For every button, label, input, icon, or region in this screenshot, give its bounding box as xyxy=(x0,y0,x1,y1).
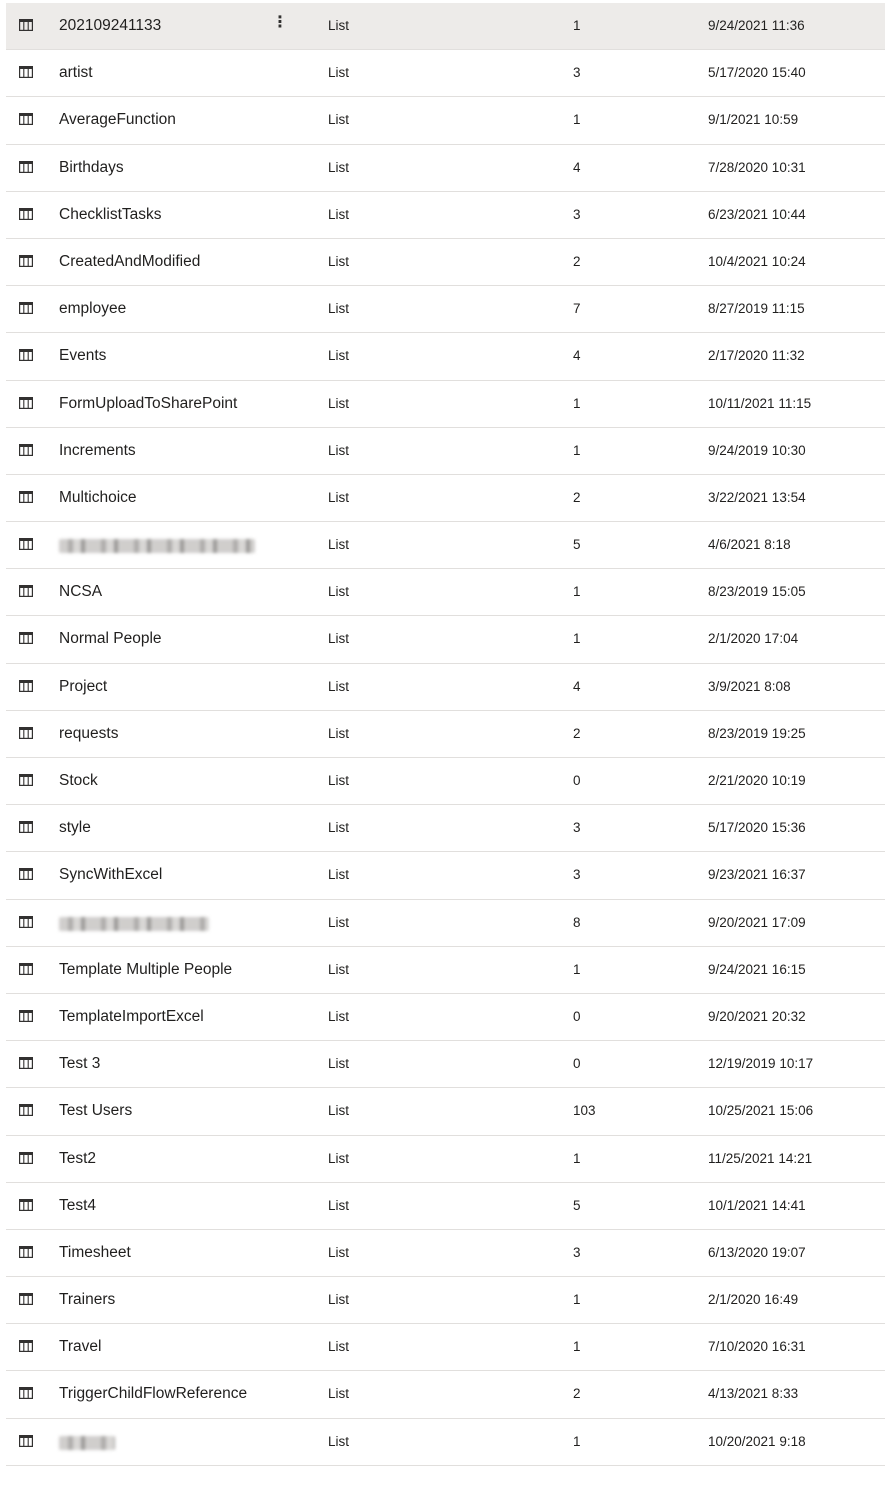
table-icon xyxy=(19,1246,33,1258)
modified-date: 5/17/2020 15:36 xyxy=(708,820,806,836)
list-type: List xyxy=(328,537,350,553)
modified-date: 9/24/2021 11:36 xyxy=(708,18,805,33)
list-type: List xyxy=(328,867,350,883)
modified-date: 4/6/2021 8:18 xyxy=(708,537,791,553)
table-icon xyxy=(19,1104,33,1116)
list-type: List xyxy=(328,112,350,128)
list-name-link[interactable]: Test4 xyxy=(59,1196,97,1214)
table-icon xyxy=(19,66,33,78)
table-icon xyxy=(19,491,33,503)
table-icon xyxy=(19,1199,33,1211)
modified-date: 9/20/2021 17:09 xyxy=(708,914,806,930)
modified-date: 10/25/2021 15:06 xyxy=(708,1103,814,1119)
table-row[interactable] xyxy=(6,616,885,663)
table-icon xyxy=(19,255,33,267)
table-row[interactable] xyxy=(6,145,885,192)
list-type: List xyxy=(328,489,350,505)
item-count: 1 xyxy=(573,631,581,647)
modified-date: 6/23/2021 10:44 xyxy=(708,206,806,222)
list-name-link[interactable]: NCSA xyxy=(59,583,103,601)
modified-date: 8/23/2019 15:05 xyxy=(708,584,806,600)
item-count: 0 xyxy=(573,1008,581,1024)
list-type: List xyxy=(328,65,350,81)
list-type: List xyxy=(328,301,350,317)
table-icon xyxy=(19,1293,33,1305)
table-icon xyxy=(19,208,33,220)
list-name-link[interactable]: Events xyxy=(59,347,107,365)
item-count: 3 xyxy=(573,820,581,836)
table-icon xyxy=(19,1340,33,1352)
table-row[interactable] xyxy=(6,1277,885,1324)
more-options-icon[interactable]: ⋮ xyxy=(272,14,288,31)
list-name-link[interactable]: Test Users xyxy=(59,1102,133,1120)
list-name-link[interactable]: requests xyxy=(59,724,119,742)
table-row[interactable] xyxy=(6,522,885,569)
redacted-list-name[interactable] xyxy=(59,539,255,553)
modified-date: 2/21/2020 10:19 xyxy=(708,773,806,788)
modified-date: 2/17/2020 11:32 xyxy=(708,348,805,364)
table-row[interactable] xyxy=(6,3,885,50)
table-icon xyxy=(19,19,33,31)
item-count: 1 xyxy=(573,961,581,977)
modified-date: 7/10/2020 16:31 xyxy=(708,1339,806,1355)
list-type: List xyxy=(328,631,350,647)
modified-date: 8/23/2019 19:25 xyxy=(708,725,806,741)
table-icon xyxy=(19,161,33,173)
modified-date: 9/24/2021 16:15 xyxy=(708,961,806,977)
blurred-text xyxy=(59,917,209,931)
list-type: List xyxy=(328,1433,350,1449)
list-name-link[interactable]: Template Multiple People xyxy=(59,960,233,978)
list-name-link[interactable]: CreatedAndModified xyxy=(59,252,201,270)
table-row[interactable] xyxy=(6,1371,885,1418)
table-icon xyxy=(19,349,33,361)
modified-date: 8/27/2019 11:15 xyxy=(708,301,805,317)
list-type: List xyxy=(328,820,350,836)
list-name-link[interactable]: SyncWithExcel xyxy=(59,866,163,884)
table-icon xyxy=(19,774,33,786)
item-count: 3 xyxy=(573,65,581,81)
item-count: 2 xyxy=(573,253,581,269)
table-icon xyxy=(19,868,33,880)
table-row[interactable] xyxy=(6,1136,885,1183)
modified-date: 9/23/2021 16:37 xyxy=(708,867,806,883)
table-icon xyxy=(19,1435,33,1447)
table-row[interactable] xyxy=(6,50,885,97)
table-row[interactable] xyxy=(6,97,885,144)
list-name-link[interactable]: Travel xyxy=(59,1338,102,1356)
table-row[interactable] xyxy=(6,286,885,333)
list-name-link[interactable]: TemplateImportExcel xyxy=(59,1007,204,1025)
list-type: List xyxy=(328,253,350,269)
item-count: 5 xyxy=(573,1197,581,1213)
item-count: 0 xyxy=(573,773,581,788)
table-row[interactable] xyxy=(6,428,885,475)
table-row[interactable] xyxy=(6,333,885,380)
item-count: 4 xyxy=(573,159,581,175)
table-row[interactable] xyxy=(6,381,885,428)
list-type: List xyxy=(328,1008,350,1024)
list-type: List xyxy=(328,914,350,930)
list-type: List xyxy=(328,442,350,458)
list-type: List xyxy=(328,1103,350,1119)
item-count: 103 xyxy=(573,1103,596,1119)
blurred-text xyxy=(59,1436,115,1450)
list-name-link[interactable]: Test 3 xyxy=(59,1055,101,1073)
item-count: 1 xyxy=(573,395,581,411)
blurred-text xyxy=(59,539,255,553)
modified-date: 3/22/2021 13:54 xyxy=(708,489,806,505)
list-type: List xyxy=(328,18,350,33)
list-type: List xyxy=(328,584,350,600)
list-name-link[interactable]: Trainers xyxy=(59,1291,116,1309)
table-row[interactable] xyxy=(6,192,885,239)
table-row[interactable] xyxy=(6,239,885,286)
item-count: 7 xyxy=(573,301,581,317)
list-name-link[interactable]: Test2 xyxy=(59,1149,97,1167)
table-row[interactable] xyxy=(6,1230,885,1277)
table-icon xyxy=(19,1387,33,1399)
list-name-link[interactable]: Stock xyxy=(59,772,98,789)
list-name-link[interactable]: Project xyxy=(59,677,108,695)
table-icon xyxy=(19,1010,33,1022)
list-type: List xyxy=(328,348,350,364)
modified-date: 10/1/2021 14:41 xyxy=(708,1197,806,1213)
list-type: List xyxy=(328,1292,350,1308)
modified-date: 4/13/2021 8:33 xyxy=(708,1386,799,1402)
modified-date: 6/13/2020 19:07 xyxy=(708,1244,806,1260)
list-name-link[interactable]: Increments xyxy=(59,441,136,459)
table-icon xyxy=(19,727,33,739)
list-name-link[interactable]: Normal People xyxy=(59,630,162,648)
item-count: 0 xyxy=(573,1056,581,1072)
item-count: 2 xyxy=(573,489,581,505)
table-row[interactable] xyxy=(6,711,885,758)
list-type: List xyxy=(328,1197,350,1213)
table-row[interactable] xyxy=(6,1088,885,1135)
redacted-list-name[interactable] xyxy=(59,917,209,931)
item-count: 1 xyxy=(573,18,581,33)
modified-date: 7/28/2020 10:31 xyxy=(708,159,806,175)
list-type: List xyxy=(328,1386,350,1402)
list-name-link[interactable]: artist xyxy=(59,64,93,82)
table-icon xyxy=(19,397,33,409)
table-icon xyxy=(19,538,33,550)
item-count: 4 xyxy=(573,348,581,364)
modified-date: 10/20/2021 9:18 xyxy=(708,1433,806,1449)
item-count: 2 xyxy=(573,1386,581,1402)
table-row[interactable] xyxy=(6,758,885,805)
list-type: List xyxy=(328,206,350,222)
list-name-link[interactable]: Multichoice xyxy=(59,488,137,506)
list-type: List xyxy=(328,678,350,694)
modified-date: 9/24/2019 10:30 xyxy=(708,442,806,458)
item-count: 3 xyxy=(573,867,581,883)
modified-date: 10/4/2021 10:24 xyxy=(708,253,806,269)
list-type: List xyxy=(328,1150,350,1166)
list-name-link[interactable]: TriggerChildFlowReference xyxy=(59,1385,248,1403)
modified-date: 2/1/2020 17:04 xyxy=(708,631,799,647)
list-name-link[interactable]: Timesheet xyxy=(59,1243,131,1261)
table-icon xyxy=(19,963,33,975)
table-icon xyxy=(19,821,33,833)
modified-date: 3/9/2021 8:08 xyxy=(708,678,791,694)
list-type: List xyxy=(328,725,350,741)
item-count: 8 xyxy=(573,914,581,930)
table-icon xyxy=(19,113,33,125)
table-row[interactable] xyxy=(6,664,885,711)
item-count: 3 xyxy=(573,1244,581,1260)
list-type: List xyxy=(328,1244,350,1260)
table-row[interactable] xyxy=(6,1183,885,1230)
list-type: List xyxy=(328,961,350,977)
item-count: 2 xyxy=(573,725,581,741)
item-count: 4 xyxy=(573,678,581,694)
item-count: 1 xyxy=(573,1150,581,1166)
list-name-link[interactable]: ChecklistTasks xyxy=(59,205,162,223)
list-name-link[interactable]: AverageFunction xyxy=(59,111,176,129)
table-row[interactable] xyxy=(6,994,885,1041)
modified-date: 2/1/2020 16:49 xyxy=(708,1292,799,1308)
modified-date: 5/17/2020 15:40 xyxy=(708,65,806,81)
table-row[interactable] xyxy=(6,805,885,852)
list-type: List xyxy=(328,159,350,175)
list-type: List xyxy=(328,773,350,788)
list-name-link[interactable]: style xyxy=(59,819,91,837)
list-name-link[interactable]: Birthdays xyxy=(59,158,124,176)
table-row[interactable] xyxy=(6,1041,885,1088)
item-count: 1 xyxy=(573,584,581,600)
modified-date: 11/25/2021 14:21 xyxy=(708,1150,813,1166)
table-row[interactable] xyxy=(6,1419,885,1466)
table-icon xyxy=(19,632,33,644)
item-count: 5 xyxy=(573,537,581,553)
table-icon xyxy=(19,916,33,928)
item-count: 1 xyxy=(573,1292,581,1308)
modified-date: 9/20/2021 20:32 xyxy=(708,1008,806,1024)
table-icon xyxy=(19,585,33,597)
table-row[interactable] xyxy=(6,1324,885,1371)
redacted-list-name[interactable] xyxy=(59,1436,115,1450)
item-count: 1 xyxy=(573,112,581,128)
modified-date: 10/11/2021 11:15 xyxy=(708,395,812,411)
list-type: List xyxy=(328,395,350,411)
table-icon xyxy=(19,444,33,456)
modified-date: 9/1/2021 10:59 xyxy=(708,112,799,128)
lists-table xyxy=(6,3,885,1466)
table-icon xyxy=(19,1152,33,1164)
list-name-link[interactable]: employee xyxy=(59,300,127,318)
table-row[interactable] xyxy=(6,900,885,947)
item-count: 1 xyxy=(573,442,581,458)
item-count: 1 xyxy=(573,1433,581,1449)
modified-date: 12/19/2019 10:17 xyxy=(708,1056,814,1072)
table-row[interactable] xyxy=(6,947,885,994)
table-icon xyxy=(19,680,33,692)
table-icon xyxy=(19,1057,33,1069)
list-type: List xyxy=(328,1339,350,1355)
table-row[interactable] xyxy=(6,569,885,616)
list-type: List xyxy=(328,1056,350,1072)
table-row[interactable] xyxy=(6,852,885,899)
table-row[interactable] xyxy=(6,475,885,522)
list-name-link[interactable]: FormUploadToSharePoint xyxy=(59,394,238,412)
table-icon xyxy=(19,302,33,314)
list-name-link[interactable]: 202109241133 xyxy=(59,17,162,34)
item-count: 3 xyxy=(573,206,581,222)
item-count: 1 xyxy=(573,1339,581,1355)
